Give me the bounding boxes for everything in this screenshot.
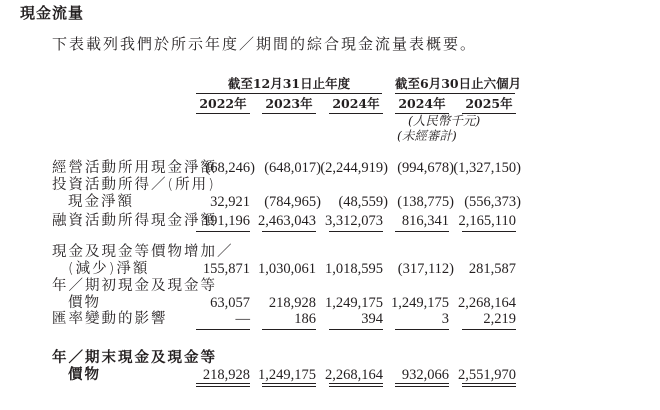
header-half-group: 截至6月30日止六個月 <box>395 76 522 91</box>
total-double-rule <box>329 383 383 387</box>
row-label: (減少)淨額 <box>68 261 150 277</box>
row-label: 年／期末現金及現金等 <box>52 350 217 366</box>
row-value: 1,249,175 <box>391 295 449 311</box>
row-label: 投資活動所得／(所用) <box>52 177 216 193</box>
column-header: 2024年 <box>332 96 380 111</box>
row-value: (68,246) <box>205 160 255 176</box>
total-double-rule <box>462 383 516 387</box>
row-value: 2,219 <box>483 311 516 327</box>
row-label: 現金淨額 <box>68 194 134 210</box>
row-value: 218,928 <box>202 367 250 383</box>
column-header: 2025年 <box>465 96 513 111</box>
row-label: 現金及現金等價物增加／ <box>52 244 234 260</box>
column-header-rule <box>196 113 250 114</box>
row-value: (648,017) <box>264 160 321 176</box>
subtotal-rule <box>262 231 316 232</box>
row-value: 394 <box>361 311 383 327</box>
header-rule <box>196 93 382 94</box>
row-value: (138,775) <box>397 194 454 210</box>
header-rule <box>395 93 515 94</box>
row-value: 63,057 <box>210 295 250 311</box>
row-value: (48,559) <box>338 194 388 210</box>
row-value: — <box>235 311 250 327</box>
row-value: 1,018,595 <box>325 261 383 277</box>
row-value: 1,249,175 <box>258 367 316 383</box>
row-value: 816,341 <box>401 213 449 229</box>
row-label: 經營活動所用現金淨額 <box>52 160 217 176</box>
row-value: (317,112) <box>397 261 454 277</box>
row-value: 932,066 <box>401 367 449 383</box>
row-value: 2,268,164 <box>325 367 383 383</box>
row-value: 281,587 <box>468 261 516 277</box>
column-header: 2023年 <box>265 96 313 111</box>
row-value: 1,030,061 <box>258 261 316 277</box>
row-value: 1,249,175 <box>325 295 383 311</box>
row-value: 218,928 <box>268 295 316 311</box>
row-label: 價物 <box>68 295 101 311</box>
subtotal-rule <box>262 329 316 330</box>
subtotal-rule <box>462 231 516 232</box>
row-value: (784,965) <box>264 194 321 210</box>
column-header-rule <box>329 113 383 114</box>
currency-note: (人民幣千元) <box>408 113 481 128</box>
row-value: (1,327,150) <box>453 160 521 176</box>
subtotal-rule <box>329 231 383 232</box>
row-value: 2,165,110 <box>458 213 516 229</box>
intro-text: 下表載列我們於所示年度／期間的綜合現金流量表概要。 <box>52 35 478 53</box>
row-value: 3,312,073 <box>325 213 383 229</box>
row-value: (2,244,919) <box>320 160 388 176</box>
column-header: 2024年 <box>398 96 446 111</box>
total-double-rule <box>395 383 449 387</box>
row-value: 32,921 <box>210 194 250 210</box>
column-header-rule <box>262 113 316 114</box>
subtotal-rule <box>329 329 383 330</box>
subtotal-rule <box>395 231 449 232</box>
row-label: 年／期初現金及現金等 <box>52 278 217 294</box>
section-title: 現金流量 <box>20 4 85 22</box>
row-label: 融資活動所得現金淨額 <box>52 213 217 229</box>
subtotal-rule <box>196 329 250 330</box>
subtotal-rule <box>462 329 516 330</box>
row-value: 2,551,970 <box>458 367 516 383</box>
row-label: 匯率變動的影響 <box>52 311 168 327</box>
row-label: 價物 <box>68 367 101 383</box>
total-double-rule <box>196 383 250 387</box>
column-header: 2022年 <box>199 96 247 111</box>
row-value: 186 <box>294 311 316 327</box>
subtotal-rule <box>395 329 449 330</box>
header-year-group: 截至12月31日止年度 <box>227 76 351 91</box>
unaudited-note: (未經審計) <box>397 128 457 143</box>
row-value: 2,463,043 <box>258 213 316 229</box>
row-value: 191,196 <box>202 213 250 229</box>
row-value: (556,373) <box>464 194 521 210</box>
total-double-rule <box>262 383 316 387</box>
row-value: (994,678) <box>397 160 454 176</box>
row-value: 3 <box>441 311 449 327</box>
row-value: 2,268,164 <box>458 295 516 311</box>
row-value: 155,871 <box>202 261 250 277</box>
subtotal-rule <box>196 231 250 232</box>
